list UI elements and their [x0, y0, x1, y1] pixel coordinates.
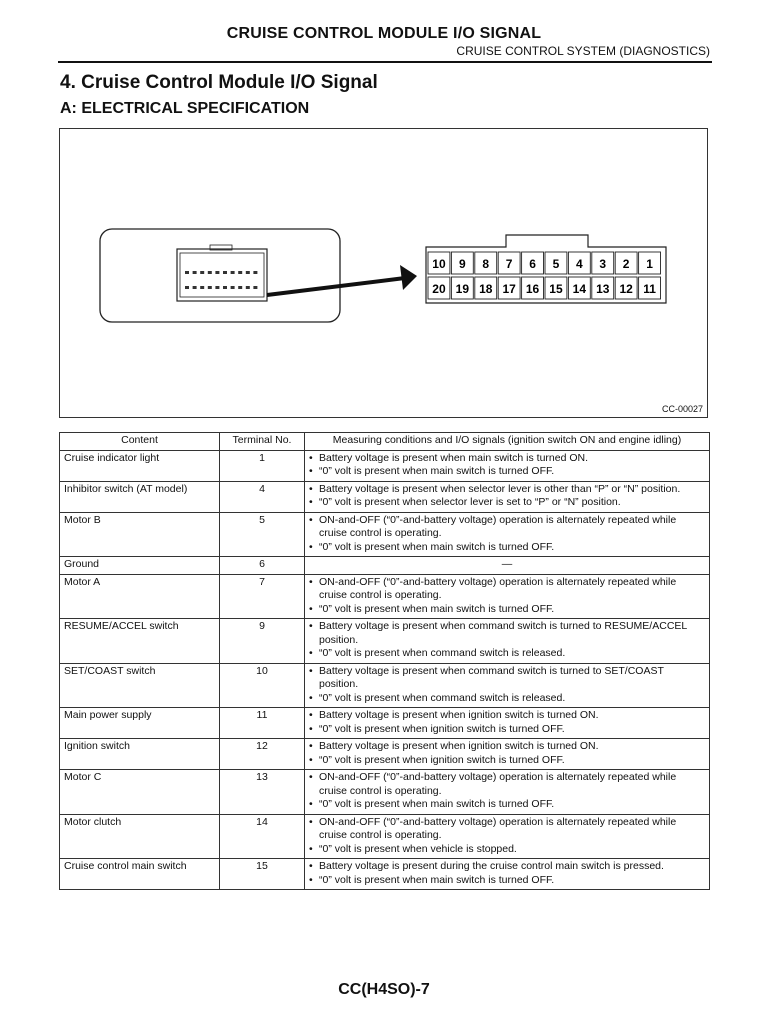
table-row: [60, 708, 710, 739]
module-connector-outline: [177, 249, 267, 301]
table-row: [60, 739, 710, 770]
row-signals: [305, 619, 710, 664]
row-signals: [305, 481, 710, 512]
row-content: Motor B: [60, 512, 220, 557]
io-signal-table: [59, 432, 710, 890]
row-content: Cruise control main switch: [60, 859, 220, 890]
module-pin: [185, 286, 189, 289]
row-terminal: 12: [220, 739, 305, 770]
page-header-title: CRUISE CONTROL MODULE I/O SIGNAL: [226, 25, 542, 42]
section-title: 4. Cruise Control Module I/O Signal: [60, 72, 378, 93]
module-pin: [231, 286, 235, 289]
signal-item: • “0” volt is present when ignition switch is turned OFF.: [309, 723, 705, 737]
module-pin: [223, 286, 227, 289]
header-terminal: Terminal No.: [220, 433, 305, 451]
row-signals: [305, 512, 710, 557]
signal-item: • Battery voltage is present during the cruise control main switch is pressed.: [309, 860, 705, 874]
row-signals: [305, 708, 710, 739]
row-content: Ignition switch: [60, 739, 220, 770]
pin-label: 3: [599, 257, 607, 271]
module-pin: [200, 271, 204, 274]
figure-code: CC-00027: [661, 404, 703, 414]
signal-item: • “0” volt is present when main switch is turned OFF.: [309, 874, 705, 888]
table-row: [60, 481, 710, 512]
row-signals: [305, 663, 710, 708]
row-content: Main power supply: [60, 708, 220, 739]
table-row: [60, 619, 710, 664]
pin-label: 1: [646, 257, 653, 271]
pin-label: 4: [576, 257, 583, 271]
module-pin: [200, 286, 204, 289]
signal-item: • “0” volt is present when main switch is turned OFF.: [309, 603, 705, 617]
pin-label: 10: [432, 257, 446, 271]
row-signals: [305, 859, 710, 890]
table-row: [60, 859, 710, 890]
header-signals: Measuring conditions and I/O signals (ignition switch ON and engine idling): [305, 433, 710, 451]
row-content: Ground: [60, 557, 220, 575]
signal-item: • ON-and-OFF (“0”-and-battery voltage) operation is alternately repeated while cruise control is operating.: [309, 771, 705, 798]
pin-label: 14: [572, 282, 587, 296]
pin-cells: [428, 252, 661, 299]
row-terminal: 13: [220, 770, 305, 815]
signal-item: • ON-and-OFF (“0”-and-battery voltage) operation is alternately repeated while cruise control is operating.: [309, 816, 705, 843]
row-terminal: 11: [220, 708, 305, 739]
table-row: [60, 663, 710, 708]
module-pin: [238, 286, 242, 289]
module-outline: [100, 229, 340, 322]
header-content: Content: [60, 433, 220, 451]
row-signals: [305, 814, 710, 859]
row-signals: [305, 770, 710, 815]
table-row: [60, 770, 710, 815]
pin-label: 6: [529, 257, 536, 271]
arrow-shaft: [267, 278, 405, 295]
module-pin: [208, 271, 212, 274]
pin-label: 18: [479, 282, 493, 296]
module-pin: [238, 271, 242, 274]
table-row: [60, 814, 710, 859]
row-content: Cruise indicator light: [60, 450, 220, 481]
signal-item: • “0” volt is present when main switch is turned OFF.: [309, 541, 705, 555]
row-content: Motor clutch: [60, 814, 220, 859]
pin-label: 7: [505, 257, 513, 271]
module-pin: [215, 271, 219, 274]
pin-label: 16: [525, 282, 540, 296]
module-pin: [246, 286, 250, 289]
row-content: Motor A: [60, 574, 220, 619]
signal-item: • Battery voltage is present when ignition switch is turned ON.: [309, 740, 705, 754]
signal-item: • “0” volt is present when command switch is released.: [309, 692, 705, 706]
pin-label: 17: [502, 282, 516, 296]
module-connector-inner: [180, 253, 264, 297]
table-row: [60, 557, 710, 575]
module-pin: [208, 286, 212, 289]
row-terminal: 10: [220, 663, 305, 708]
page-number: CC(H4SO)-7: [338, 981, 430, 998]
row-signals: [305, 450, 710, 481]
row-signals: —: [305, 557, 710, 575]
pin-label: 11: [643, 282, 656, 296]
signal-item: • Battery voltage is present when selector lever is other than “P” or “N” position.: [309, 483, 705, 497]
module-pin: [223, 271, 227, 274]
signal-item: • “0” volt is present when main switch is turned OFF.: [309, 465, 705, 479]
module-pin: [253, 271, 257, 274]
row-content: SET/COAST switch: [60, 663, 220, 708]
pin-label: 20: [432, 282, 446, 296]
signal-item: • “0” volt is present when selector lever is set to “P” or “N” position.: [309, 496, 705, 510]
signal-item: • ON-and-OFF (“0”-and-battery voltage) operation is alternately repeated while cruise control is operating.: [309, 514, 705, 541]
row-terminal: 5: [220, 512, 305, 557]
pin-label: 2: [622, 257, 630, 271]
signal-item: • Battery voltage is present when main switch is turned ON.: [309, 452, 705, 466]
signal-item: • Battery voltage is present when ignition switch is turned ON.: [309, 709, 705, 723]
subsection-title: A: ELECTRICAL SPECIFICATION: [60, 100, 310, 117]
row-terminal: 6: [220, 557, 305, 575]
row-content: Inhibitor switch (AT model): [60, 481, 220, 512]
row-terminal: 1: [220, 450, 305, 481]
table-header-row: [60, 433, 710, 451]
module-pin: [193, 271, 197, 274]
row-content: RESUME/ACCEL switch: [60, 619, 220, 664]
table-row: [60, 574, 710, 619]
row-terminal: 4: [220, 481, 305, 512]
row-terminal: 14: [220, 814, 305, 859]
pin-label: 19: [455, 282, 470, 296]
row-terminal: 15: [220, 859, 305, 890]
header-rule: [58, 61, 712, 63]
table-row: [60, 450, 710, 481]
connector-figure: [59, 128, 708, 418]
connector-diagram: [60, 129, 709, 419]
signal-item: • Battery voltage is present when command switch is turned to SET/COAST position.: [309, 665, 705, 692]
table-body: [60, 450, 710, 890]
module-pin: [246, 271, 250, 274]
pin-label: 13: [596, 282, 610, 296]
row-terminal: 7: [220, 574, 305, 619]
module-pin: [193, 286, 197, 289]
signal-item: • “0” volt is present when command switch is released.: [309, 647, 705, 661]
pin-label: 9: [459, 257, 466, 271]
signal-item: • “0” volt is present when vehicle is stopped.: [309, 843, 705, 857]
row-signals: [305, 739, 710, 770]
table-row: [60, 512, 710, 557]
module-pin: [215, 286, 219, 289]
row-signals: [305, 574, 710, 619]
signal-item: • ON-and-OFF (“0”-and-battery voltage) operation is alternately repeated while cruise control is operating.: [309, 576, 705, 603]
arrow-head: [400, 265, 417, 290]
page-header-subtitle: CRUISE CONTROL SYSTEM (DIAGNOSTICS): [456, 44, 710, 58]
module-pins: [185, 271, 257, 289]
row-terminal: 9: [220, 619, 305, 664]
pin-label: 15: [549, 282, 563, 296]
module-pin: [185, 271, 189, 274]
signal-item: • “0” volt is present when ignition switch is turned OFF.: [309, 754, 705, 768]
row-content: Motor C: [60, 770, 220, 815]
module-pin: [231, 271, 235, 274]
signal-item: • Battery voltage is present when command switch is turned to RESUME/ACCEL position.: [309, 620, 705, 647]
signal-item: • “0” volt is present when main switch is turned OFF.: [309, 798, 705, 812]
pin-label: 12: [619, 282, 633, 296]
module-pin: [253, 286, 257, 289]
pin-label: 8: [482, 257, 490, 271]
pin-label: 5: [552, 257, 560, 271]
